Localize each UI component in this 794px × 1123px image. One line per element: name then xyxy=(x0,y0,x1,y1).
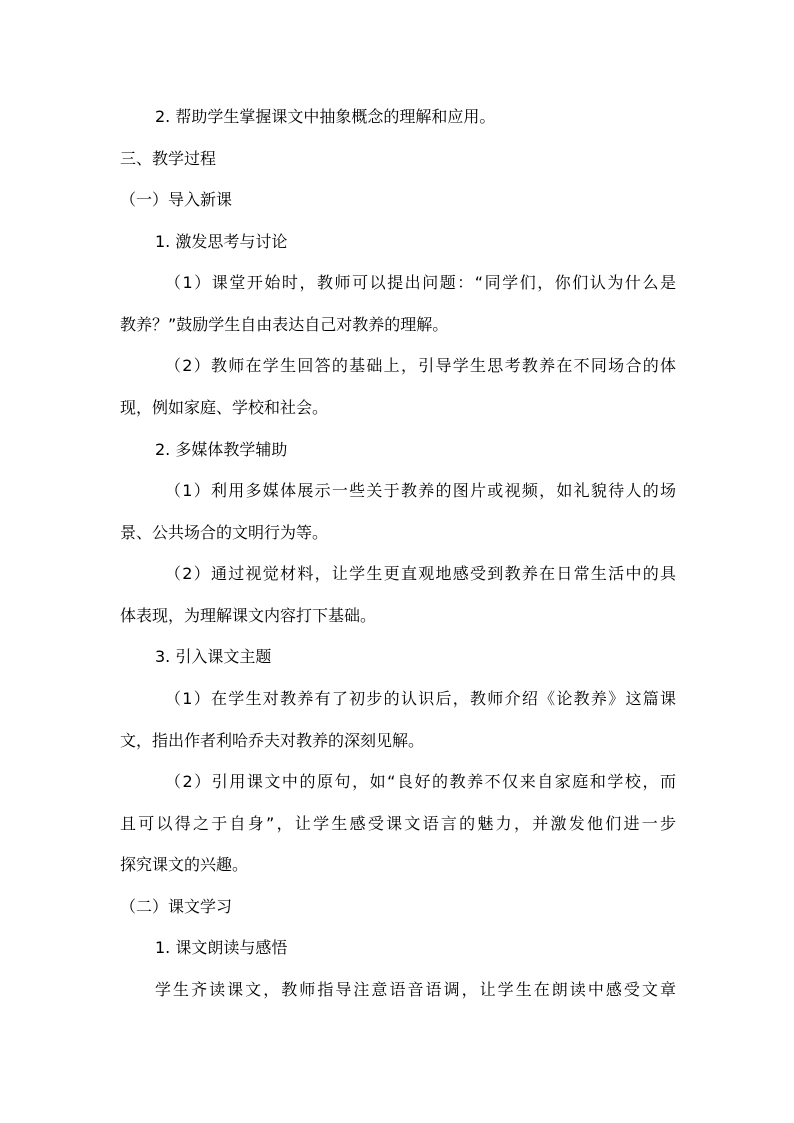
paragraph-line: 学生齐读课文，教师指导注意语音语调，让学生在朗读中感受文章 xyxy=(155,980,676,999)
paragraph-line: 探究课文的兴趣。 xyxy=(120,855,249,874)
paragraph-line: （2）教师在学生回答的基础上，引导学生思考教养在不同场合的体 xyxy=(165,356,676,375)
item-heading-3: 3. 引入课文主题 xyxy=(155,647,272,666)
section-heading-teaching-process: 三、教学过程 xyxy=(120,149,217,168)
subsection-heading-intro: （一）导入新课 xyxy=(120,190,233,209)
paragraph-line: （2）引用课文中的原句，如“良好的教养不仅来自家庭和学校，而 xyxy=(165,772,676,791)
paragraph-line: （1）课堂开始时，教师可以提出问题：“同学们，你们认为什么是 xyxy=(165,273,676,292)
objective-item-2: 2. 帮助学生掌握课文中抽象概念的理解和应用。 xyxy=(155,107,496,126)
paragraph-line: 体表现，为理解课文内容打下基础。 xyxy=(120,606,377,625)
paragraph-line: （2）通过视觉材料，让学生更直观地感受到教养在日常生活中的具 xyxy=(165,564,676,583)
paragraph-line: 且可以得之于自身”，让学生感受课文语言的魅力，并激发他们进一步 xyxy=(120,814,676,833)
paragraph-line: （1）在学生对教养有了初步的认识后，教师介绍《论教养》这篇课 xyxy=(165,689,676,708)
paragraph-line: 景、公共场合的文明行为等。 xyxy=(120,523,329,542)
item-heading-2: 2. 多媒体教学辅助 xyxy=(155,440,288,459)
item-heading-1: 1. 激发思考与讨论 xyxy=(155,232,288,251)
paragraph-line: 现，例如家庭、学校和社会。 xyxy=(120,398,329,417)
paragraph-line: 教养？”鼓励学生自由表达自己对教养的理解。 xyxy=(120,315,449,334)
item-heading-reading: 1. 课文朗读与感悟 xyxy=(155,938,288,957)
paragraph-line: （1）利用多媒体展示一些关于教养的图片或视频，如礼貌待人的场 xyxy=(165,481,676,500)
subsection-heading-text-study: （二）课文学习 xyxy=(120,897,233,916)
paragraph-line: 文，指出作者利哈乔夫对教养的深刻见解。 xyxy=(120,731,425,750)
